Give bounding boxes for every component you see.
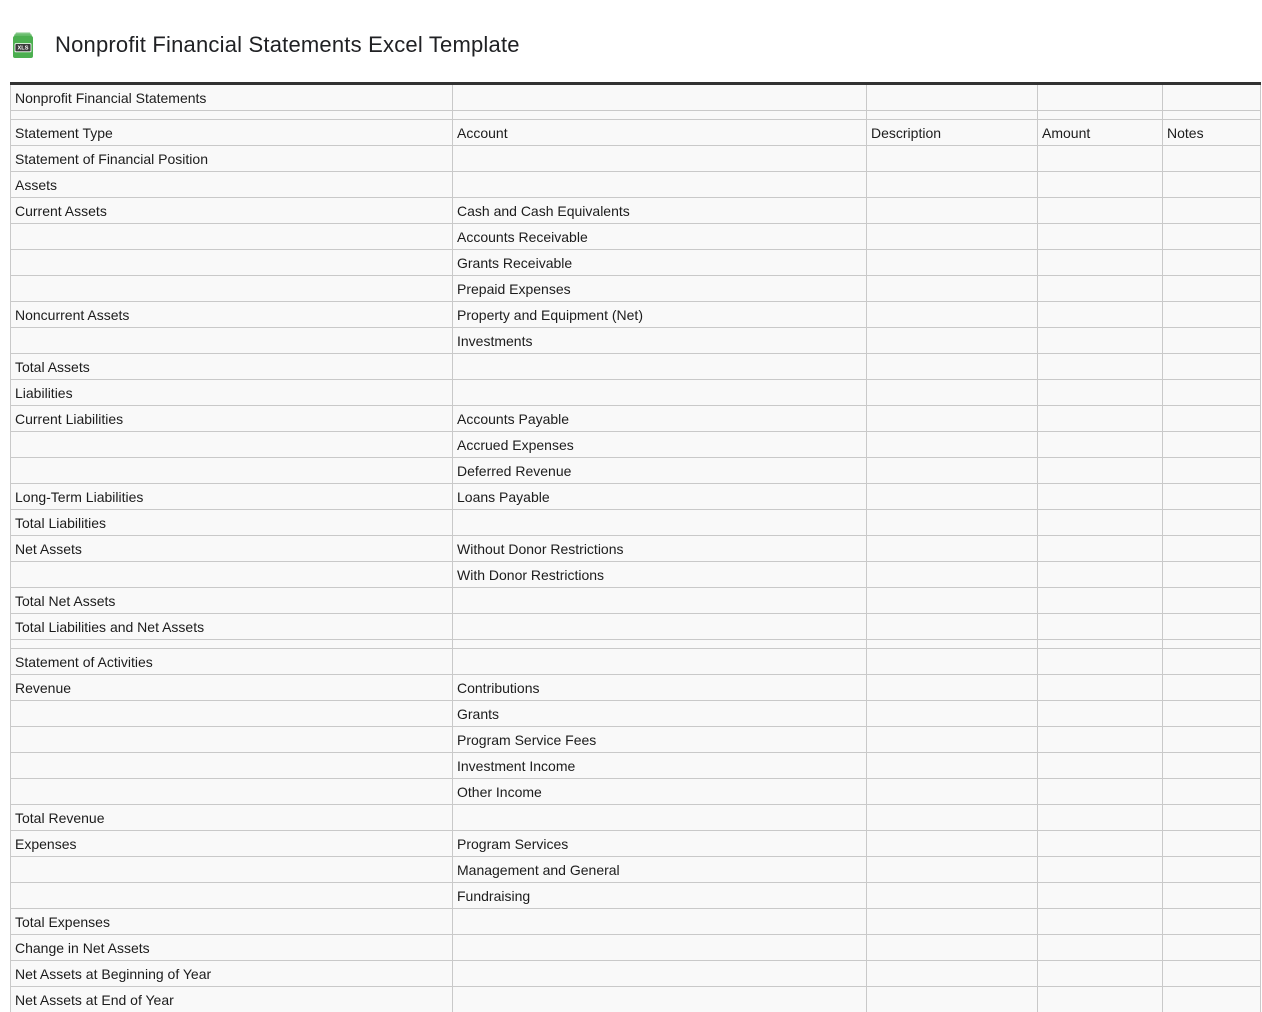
spacer-cell (11, 640, 453, 649)
cell (1038, 987, 1163, 1012)
spacer-cell (1163, 111, 1261, 120)
cell (1038, 172, 1163, 198)
cell (867, 328, 1038, 354)
cell (867, 224, 1038, 250)
cell: Statement of Activities (11, 649, 453, 675)
table-row (11, 987, 1261, 1012)
xls-icon-label: XLS (17, 45, 29, 52)
cell (1038, 857, 1163, 883)
cell (11, 250, 453, 276)
cell (867, 779, 1038, 805)
cell: Total Revenue (11, 805, 453, 831)
page-title: Nonprofit Financial Statements Excel Template (55, 32, 520, 57)
cell (1163, 883, 1261, 909)
cell (453, 961, 867, 987)
cell (867, 406, 1038, 432)
cell (453, 380, 867, 406)
cell (1163, 588, 1261, 614)
cell (11, 883, 453, 909)
sheet-title-row (11, 84, 1261, 111)
table-row (11, 753, 1261, 779)
cell (1038, 302, 1163, 328)
cell: Loans Payable (453, 484, 867, 510)
cell: Total Net Assets (11, 588, 453, 614)
table-row (11, 779, 1261, 805)
cell (1038, 510, 1163, 536)
spacer-cell (453, 640, 867, 649)
spacer-cell (1163, 640, 1261, 649)
cell (11, 458, 453, 484)
cell (1038, 588, 1163, 614)
column-header: Account (453, 120, 867, 146)
cell: Long-Term Liabilities (11, 484, 453, 510)
cell: Accrued Expenses (453, 432, 867, 458)
cell (867, 302, 1038, 328)
cell (867, 675, 1038, 701)
cell (867, 146, 1038, 172)
sheet-title-cell: Nonprofit Financial Statements (11, 84, 453, 111)
spacer-cell (867, 111, 1038, 120)
cell (1163, 857, 1261, 883)
cell (867, 701, 1038, 727)
cell (1163, 805, 1261, 831)
table-row (11, 562, 1261, 588)
cell: With Donor Restrictions (453, 562, 867, 588)
table-row (11, 614, 1261, 640)
cell: Total Liabilities (11, 510, 453, 536)
table-row (11, 276, 1261, 302)
cell: Fundraising (453, 883, 867, 909)
cell (1163, 250, 1261, 276)
cell (1038, 935, 1163, 961)
table-row (11, 406, 1261, 432)
cell: Revenue (11, 675, 453, 701)
cell (1163, 484, 1261, 510)
column-header: Description (867, 120, 1038, 146)
cell: Grants (453, 701, 867, 727)
cell (1163, 753, 1261, 779)
cell (1038, 779, 1163, 805)
cell (1163, 701, 1261, 727)
cell: Grants Receivable (453, 250, 867, 276)
cell (453, 935, 867, 961)
cell (1163, 831, 1261, 857)
cell (1163, 987, 1261, 1012)
cell (1038, 909, 1163, 935)
table-row (11, 675, 1261, 701)
cell (11, 701, 453, 727)
cell (1038, 614, 1163, 640)
column-header: Notes (1163, 120, 1261, 146)
cell: Total Liabilities and Net Assets (11, 614, 453, 640)
table-row (11, 588, 1261, 614)
cell: Expenses (11, 831, 453, 857)
cell (453, 805, 867, 831)
cell (1163, 198, 1261, 224)
cell (867, 458, 1038, 484)
cell (867, 250, 1038, 276)
cell (1038, 224, 1163, 250)
cell: Cash and Cash Equivalents (453, 198, 867, 224)
cell: Net Assets (11, 536, 453, 562)
cell: Prepaid Expenses (453, 276, 867, 302)
cell (1163, 328, 1261, 354)
cell: Other Income (453, 779, 867, 805)
cell: Current Assets (11, 198, 453, 224)
cell (1038, 701, 1163, 727)
page-header (12, 30, 1262, 60)
cell (453, 614, 867, 640)
table-row (11, 380, 1261, 406)
cell (867, 805, 1038, 831)
spacer-cell (1038, 640, 1163, 649)
cell (1038, 727, 1163, 753)
cell (1163, 649, 1261, 675)
cell (1038, 753, 1163, 779)
cell (1163, 727, 1261, 753)
cell (867, 935, 1038, 961)
cell (453, 909, 867, 935)
cell (1163, 224, 1261, 250)
cell (1038, 458, 1163, 484)
cell (453, 987, 867, 1012)
cell (1038, 146, 1163, 172)
cell (1038, 562, 1163, 588)
financial-statements-table (10, 82, 1261, 1012)
cell (1038, 354, 1163, 380)
table-row (11, 224, 1261, 250)
cell: Net Assets at Beginning of Year (11, 961, 453, 987)
table-row (11, 649, 1261, 675)
cell: Accounts Payable (453, 406, 867, 432)
cell (1163, 458, 1261, 484)
table-row (11, 935, 1261, 961)
cell (867, 727, 1038, 753)
table-row (11, 727, 1261, 753)
cell (1038, 649, 1163, 675)
table-row (11, 536, 1261, 562)
cell (867, 753, 1038, 779)
cell (1163, 276, 1261, 302)
cell: Change in Net Assets (11, 935, 453, 961)
cell: Statement of Financial Position (11, 146, 453, 172)
table-row (11, 198, 1261, 224)
table-row (11, 857, 1261, 883)
cell (11, 779, 453, 805)
cell (1038, 484, 1163, 510)
cell (1038, 328, 1163, 354)
table-row (11, 510, 1261, 536)
spacer-cell (453, 111, 867, 120)
sheet-title-cell (1038, 84, 1163, 111)
cell (11, 432, 453, 458)
cell: Investment Income (453, 753, 867, 779)
cell (1038, 432, 1163, 458)
cell (453, 510, 867, 536)
table-row (11, 328, 1261, 354)
cell (1163, 302, 1261, 328)
cell: Current Liabilities (11, 406, 453, 432)
cell (1038, 805, 1163, 831)
spacer-cell (867, 640, 1038, 649)
cell (1163, 354, 1261, 380)
cell (867, 831, 1038, 857)
cell (11, 328, 453, 354)
table-row (11, 883, 1261, 909)
cell (867, 588, 1038, 614)
cell (867, 276, 1038, 302)
table-row (11, 432, 1261, 458)
cell (1163, 779, 1261, 805)
cell (453, 649, 867, 675)
spacer-cell (11, 111, 453, 120)
cell: Property and Equipment (Net) (453, 302, 867, 328)
cell (1163, 909, 1261, 935)
cell (1038, 883, 1163, 909)
cell (867, 909, 1038, 935)
cell (867, 172, 1038, 198)
table-row (11, 805, 1261, 831)
cell: Program Services (453, 831, 867, 857)
table-row (11, 831, 1261, 857)
cell (11, 562, 453, 588)
cell (867, 649, 1038, 675)
cell (867, 432, 1038, 458)
cell (1163, 675, 1261, 701)
cell (1163, 172, 1261, 198)
cell (1163, 380, 1261, 406)
table-row (11, 354, 1261, 380)
cell (1163, 406, 1261, 432)
spacer-row (11, 111, 1261, 120)
table-row (11, 484, 1261, 510)
cell: Assets (11, 172, 453, 198)
cell: Accounts Receivable (453, 224, 867, 250)
table-row (11, 146, 1261, 172)
table-row (11, 701, 1261, 727)
cell: Net Assets at End of Year (11, 987, 453, 1012)
table-row (11, 250, 1261, 276)
cell (1038, 276, 1163, 302)
cell (1163, 614, 1261, 640)
table-row (11, 458, 1261, 484)
xls-file-icon (12, 32, 34, 59)
cell (1038, 250, 1163, 276)
cell (11, 276, 453, 302)
cell (867, 484, 1038, 510)
cell (1163, 432, 1261, 458)
cell (867, 510, 1038, 536)
cell (867, 536, 1038, 562)
cell (867, 883, 1038, 909)
cell (1163, 935, 1261, 961)
cell: Without Donor Restrictions (453, 536, 867, 562)
sheet-title-cell (453, 84, 867, 111)
cell (1038, 198, 1163, 224)
cell (11, 857, 453, 883)
cell: Deferred Revenue (453, 458, 867, 484)
cell (1163, 146, 1261, 172)
cell (453, 172, 867, 198)
cell (1163, 961, 1261, 987)
cell (867, 354, 1038, 380)
cell: Management and General (453, 857, 867, 883)
cell: Noncurrent Assets (11, 302, 453, 328)
table-row (11, 302, 1261, 328)
cell: Total Expenses (11, 909, 453, 935)
cell (867, 987, 1038, 1012)
header-row (11, 120, 1261, 146)
spacer-cell (1038, 111, 1163, 120)
cell: Investments (453, 328, 867, 354)
cell (453, 354, 867, 380)
table-row (11, 172, 1261, 198)
cell: Program Service Fees (453, 727, 867, 753)
cell (867, 198, 1038, 224)
cell (867, 614, 1038, 640)
column-header: Amount (1038, 120, 1163, 146)
cell (11, 753, 453, 779)
table-row (11, 961, 1261, 987)
column-header: Statement Type (11, 120, 453, 146)
cell (1038, 380, 1163, 406)
cell (1163, 510, 1261, 536)
cell (1163, 562, 1261, 588)
spacer-row (11, 640, 1261, 649)
cell (453, 588, 867, 614)
cell (11, 727, 453, 753)
sheet-title-cell (867, 84, 1038, 111)
cell: Total Assets (11, 354, 453, 380)
cell (867, 857, 1038, 883)
sheet-title-cell (1163, 84, 1261, 111)
cell (1038, 831, 1163, 857)
cell (11, 224, 453, 250)
cell (1038, 675, 1163, 701)
cell (867, 562, 1038, 588)
cell: Contributions (453, 675, 867, 701)
cell (1038, 536, 1163, 562)
table-row (11, 909, 1261, 935)
cell (867, 961, 1038, 987)
cell (1038, 406, 1163, 432)
cell: Liabilities (11, 380, 453, 406)
cell (453, 146, 867, 172)
cell (1038, 961, 1163, 987)
cell (1163, 536, 1261, 562)
cell (867, 380, 1038, 406)
